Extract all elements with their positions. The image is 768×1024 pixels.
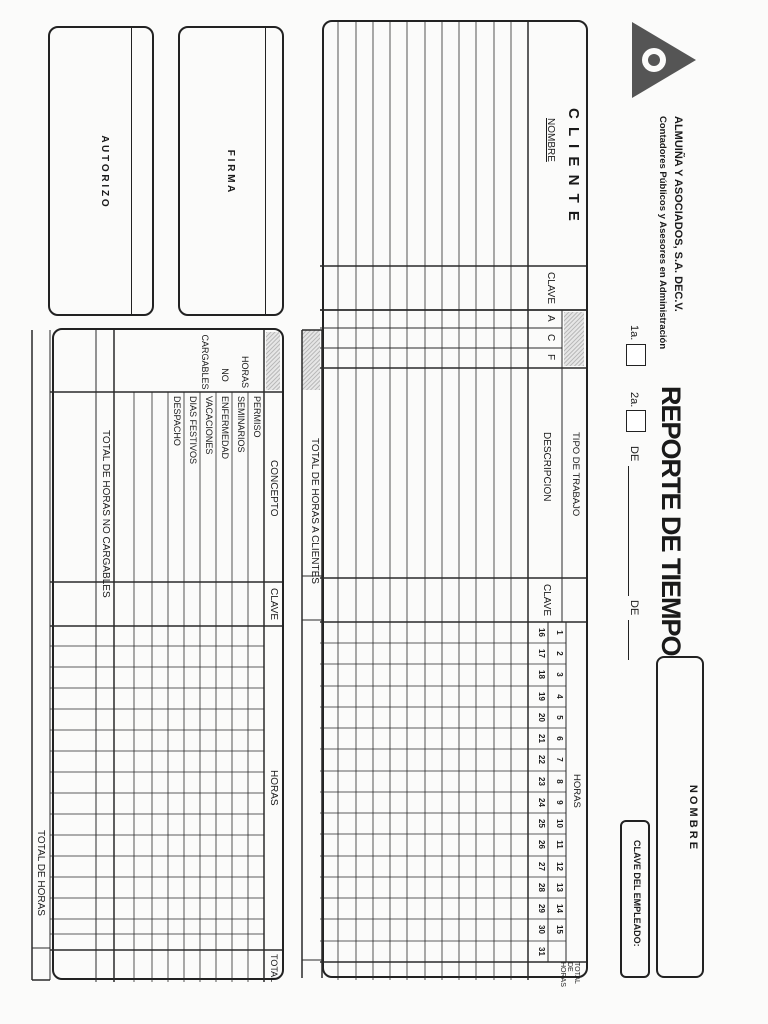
tipo-a-label: A (545, 315, 556, 322)
concept-item: ENFERMEDAD (220, 396, 230, 460)
day-label: 15 (555, 925, 564, 934)
day-label: 21 (537, 734, 546, 743)
tipo-f-label: F (545, 354, 556, 361)
day-label: 13 (555, 883, 564, 892)
day-label: 3 (555, 672, 564, 677)
tipo-c-label: C (545, 334, 556, 342)
employee-key-label: CLAVE DEL EMPLEADO: (632, 840, 642, 947)
day-label: 24 (537, 798, 546, 807)
concept-item: PERMISO (252, 396, 262, 438)
day-label: 19 (537, 692, 546, 701)
day-label: 27 (537, 862, 546, 871)
descripcion-header: DESCRIPCION (541, 432, 552, 502)
concept-item: SEMINARIOS (236, 396, 246, 453)
clave2-header: CLAVE (541, 584, 552, 617)
total-header: TOTAL (269, 954, 279, 983)
concept-item: DIAS FESTIVOS (188, 396, 198, 465)
concepto-header: CONCEPTO (268, 460, 279, 517)
day-label: 18 (537, 670, 546, 679)
side-label-horas: HORAS (240, 355, 250, 388)
side-label-no: NO (220, 368, 230, 382)
day-label: 8 (555, 779, 564, 784)
firma-label: F I R M A (225, 149, 236, 193)
day-label: 20 (537, 713, 546, 722)
day-label: 26 (537, 840, 546, 849)
nombre-header: NOMBRE (545, 118, 556, 162)
day-label: 29 (537, 904, 546, 913)
side-label-cargables: CARGABLES (200, 334, 210, 390)
horas-header: HORAS (571, 774, 582, 808)
day-label: 4 (555, 694, 564, 699)
day-label: 12 (555, 862, 564, 871)
day-label: 30 (537, 925, 546, 934)
tipo-trabajo-header: TIPO DE TRABAJO (570, 432, 581, 517)
report-title: REPORTE DE TIEMPO (656, 386, 686, 656)
day-label: 6 (555, 736, 564, 741)
day-label: 11 (555, 840, 564, 849)
day-label: 25 (537, 819, 546, 828)
day-label: 31 (537, 947, 546, 956)
day-label: 7 (555, 757, 564, 762)
total-horas-clientes-label: TOTAL DE HORAS A CLIENTES (309, 438, 320, 584)
day-label: 14 (555, 904, 564, 913)
horas-label: HORAS (559, 962, 566, 987)
de-label-2: DE (628, 600, 640, 616)
employee-name-label: N O M B R E (687, 784, 699, 850)
total-label: TOTAL (573, 962, 580, 984)
concept-item: DESPACHO (172, 396, 182, 446)
clave-header: CLAVE (268, 588, 279, 621)
concept-item: VACACIONES (204, 396, 214, 455)
day-label: 23 (537, 777, 546, 786)
day-label: 9 (555, 800, 564, 805)
second-half-label: 2a. (628, 392, 640, 408)
cliente-header: C L I E N T E (565, 108, 582, 223)
day-label: 17 (537, 649, 546, 658)
company-name: ALMUIÑA Y ASOCIADOS, S.A. DEC.V. (672, 116, 684, 312)
autorizo-label: A U T O R I Z O (99, 135, 110, 207)
day-label: 5 (555, 715, 564, 720)
company-subtitle: Contadores Públicos y Asesores en Administración (657, 116, 668, 350)
day-label: 28 (537, 883, 546, 892)
day-label: 10 (555, 819, 564, 828)
day-label: 16 (537, 628, 546, 637)
total-no-cargables-label: TOTAL DE HORAS NO CARGABLES (100, 430, 111, 598)
day-label: 1 (555, 630, 564, 635)
day-label: 22 (537, 755, 546, 764)
first-half-label: 1a. (628, 325, 640, 341)
de-label-1: DE (628, 446, 640, 462)
de-label: DE (566, 962, 573, 972)
clave-header: CLAVE (545, 272, 556, 305)
day-label: 2 (555, 651, 564, 656)
total-de-horas-label: TOTAL DE HORAS (35, 830, 46, 916)
horas-header: HORAS (268, 770, 279, 806)
